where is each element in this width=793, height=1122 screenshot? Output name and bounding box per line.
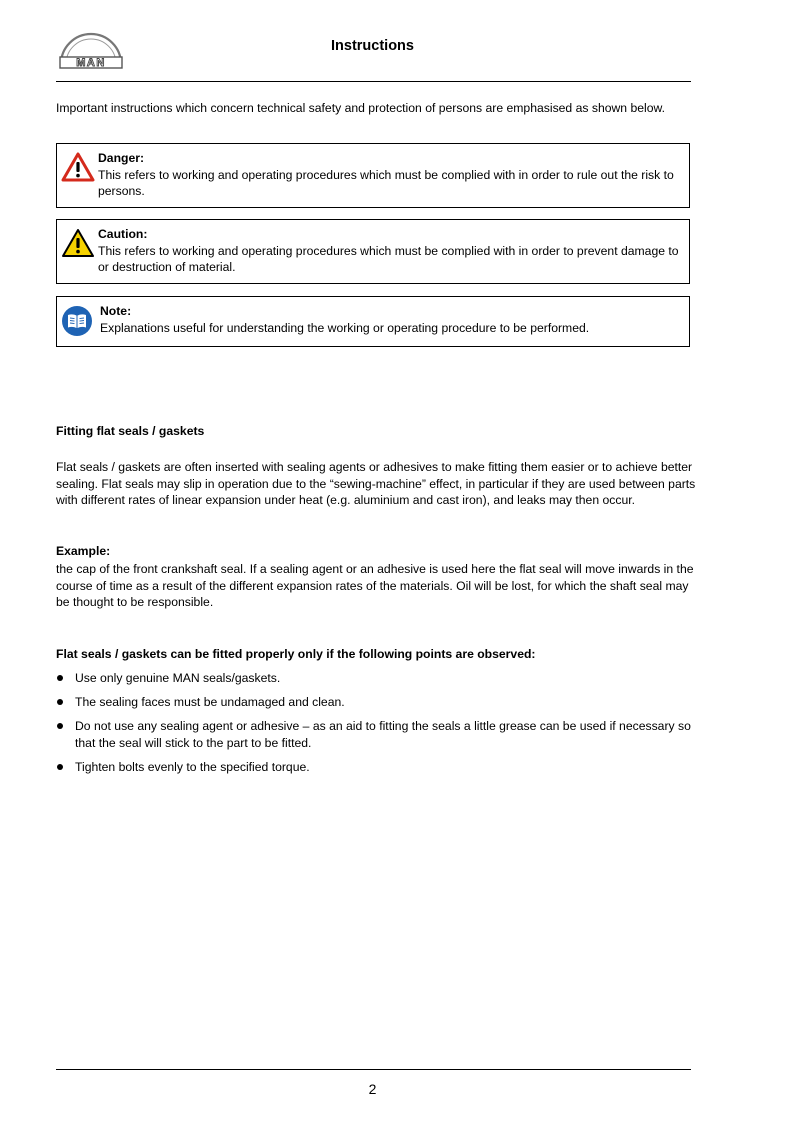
bullet-dot-icon [57, 675, 63, 681]
intro-paragraph: Important instructions which concern technical safety and protection of persons are emphasised as shown below. [56, 101, 666, 115]
example-text: the cap of the front crankshaft seal. If a sealing agent or an adhesive is used here the flat seal will move inwards in the course of time as a result of the different expansion rates of the materials. Oil will be lost, for which the shaft seal may be thought to be responsible. [56, 562, 694, 609]
logo-wordmark: MAN [76, 57, 106, 70]
open-book-icon [61, 305, 93, 337]
danger-notice [56, 143, 690, 208]
example-label: Example: [56, 544, 111, 558]
note-text: Explanations useful for understanding the working or operating procedure to be performed. [100, 320, 590, 335]
page-number: 2 [368, 1081, 377, 1097]
header-rule [56, 81, 691, 82]
caution-title: Caution: [98, 227, 148, 241]
section-paragraph: Flat seals / gaskets are often inserted with sealing agents or adhesives to make fitting them easier or to achieve better sealing. Flat seals may slip in operation due to the “sewing-machine” effect, in particular if they are used between parts with different rates of linear expansion under heat (e.g. aluminium and cast iron), and leaks may then occur. [56, 460, 696, 507]
list-item-text: Use only genuine MAN seals/gaskets. [75, 671, 281, 685]
note-notice [56, 296, 690, 347]
list-item [56, 718, 696, 751]
note-title: Note: [100, 304, 132, 318]
list-item-text: Do not use any sealing agent or adhesive – as an aid to fitting the seals a little grease can be used if necessary so that the seal will stick to the part to be fitted. [75, 719, 691, 750]
danger-text: This refers to working and operating procedures which must be complied with in order to rule out the risk to persons. [98, 167, 674, 198]
list-item [56, 694, 696, 711]
bullet-dot-icon [57, 723, 63, 729]
caution-text: This refers to working and operating procedures which must be complied with in order to prevent damage to or destruction of material. [98, 243, 679, 274]
danger-title: Danger: [98, 151, 145, 165]
list-item-text: Tighten bolts evenly to the specified torque. [75, 759, 310, 774]
page-title: Instructions [331, 38, 414, 54]
footer-rule [56, 1069, 691, 1070]
caution-notice [56, 219, 690, 284]
warning-triangle-red-icon [61, 152, 95, 182]
bullet-dot-icon [57, 699, 63, 705]
section-title: Fitting flat seals / gaskets [56, 424, 205, 438]
warning-triangle-yellow-icon [61, 228, 95, 258]
bullet-dot-icon [57, 764, 63, 770]
points-list [56, 670, 696, 783]
list-item-text: The sealing faces must be undamaged and clean. [75, 695, 345, 709]
points-title: Flat seals / gaskets can be fitted properly only if the following points are observed: [56, 647, 536, 661]
list-item [56, 670, 696, 687]
list-item [56, 759, 696, 776]
